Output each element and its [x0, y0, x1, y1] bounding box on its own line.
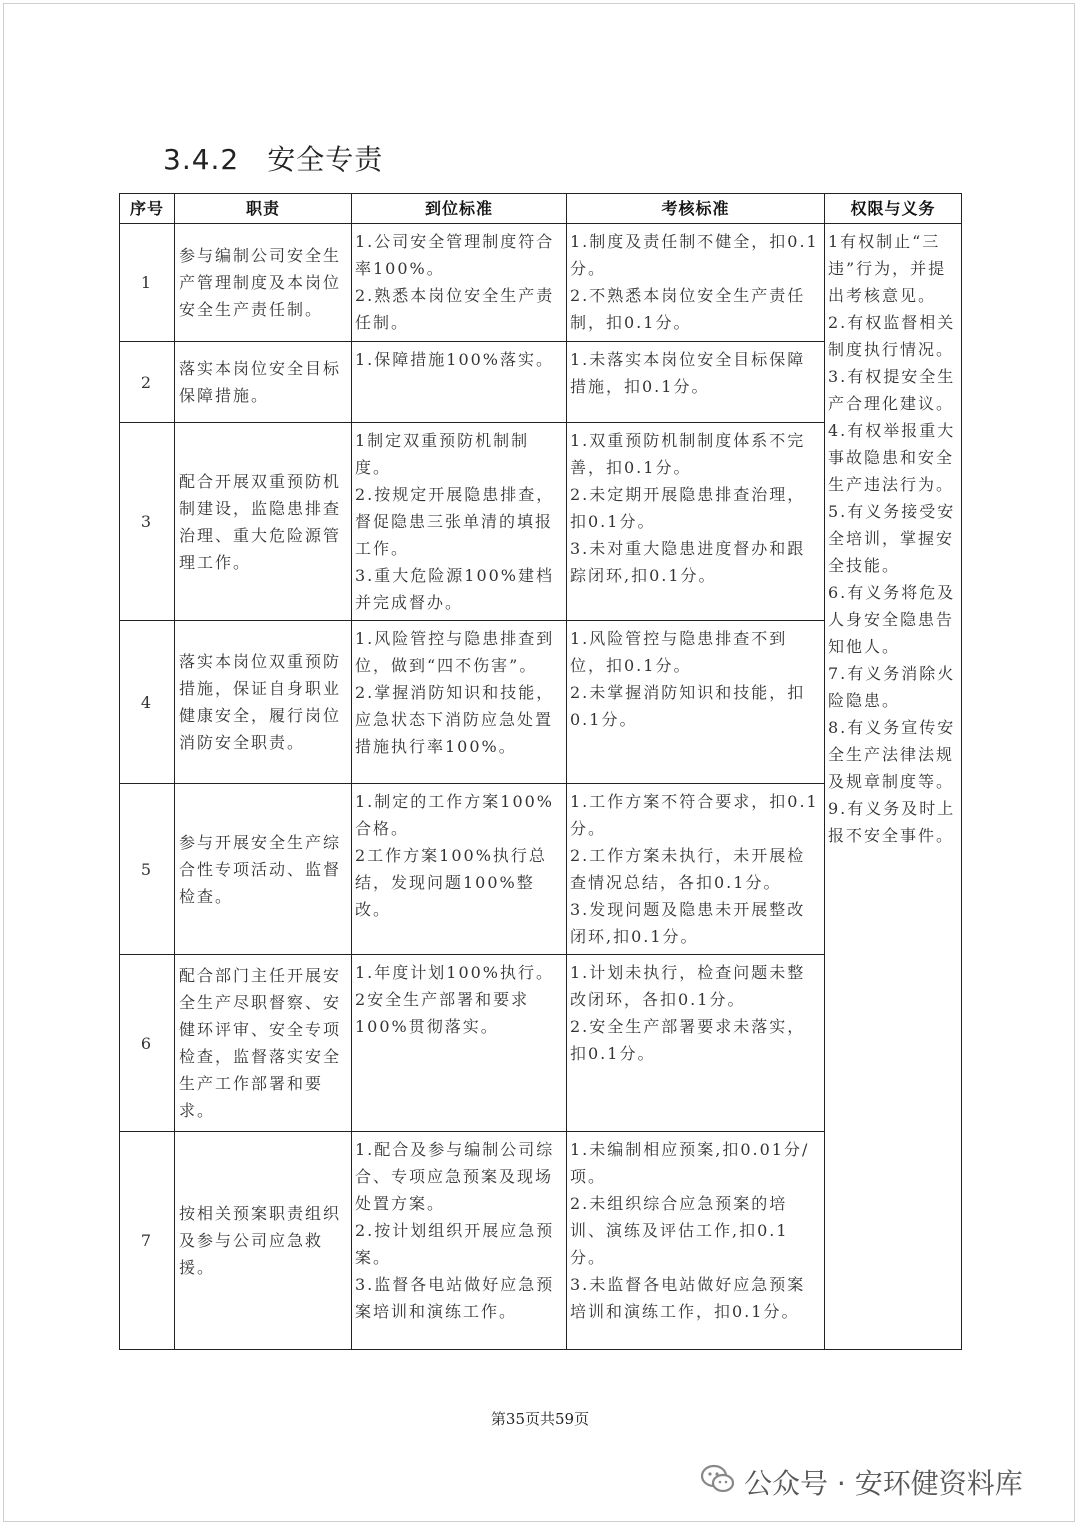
- standard-item: 2.按规定开展隐患排查，督促隐患三张单清的填报工作。: [355, 485, 555, 558]
- assessment-item: 2.未掌握消防知识和技能，扣0.1分。: [570, 683, 806, 729]
- row-assessment: [567, 224, 825, 342]
- rights-item: 9.有义务及时上报不安全事件。: [828, 799, 956, 845]
- standard-item: 3.重大危险源100%建档并完成督办。: [355, 566, 555, 612]
- row-duty: 参与开展安全生产综合性专项活动、监督检查。: [175, 784, 352, 955]
- row-standard: [352, 1132, 567, 1350]
- row-standard: [352, 784, 567, 955]
- section-heading: [163, 138, 383, 178]
- table-row: [120, 224, 962, 342]
- rights-item: 6.有义务将危及人身安全隐患告知他人。: [828, 583, 956, 656]
- assessment-item: 2.安全生产部署要求未落实，扣0.1分。: [570, 1017, 806, 1063]
- standard-item: 1.制定的工作方案100%合格。: [355, 792, 555, 838]
- assessment-item: 3.未监督各电站做好应急预案培训和演练工作，扣0.1分。: [570, 1275, 806, 1321]
- row-standard: [352, 342, 567, 423]
- assessment-item: 1.风险管控与隐患排查不到位，扣0.1分。: [570, 629, 788, 675]
- standard-item: 1.公司安全管理制度符合率100%。: [355, 232, 555, 278]
- assessment-item: 1.双重预防机制制度体系不完善，扣0.1分。: [570, 431, 806, 477]
- assessment-item: 2.工作方案未执行，未开展检查情况总结，各扣0.1分。: [570, 846, 806, 892]
- table-header-row: [120, 194, 962, 224]
- assessment-item: 2.未组织综合应急预案的培训、演练及评估工作,扣0.1分。: [570, 1194, 789, 1267]
- header-standard: 到位标准: [352, 194, 567, 224]
- rights-item: 4.有权举报重大事故隐患和安全生产违法行为。: [828, 421, 956, 494]
- assessment-item: 3.发现问题及隐患未开展整改闭环,扣0.1分。: [570, 900, 806, 946]
- standard-item: 1.风险管控与隐患排查到位，做到“四不伤害”。: [355, 629, 555, 675]
- page-number-footer: 第35页共59页: [490, 1410, 590, 1428]
- standard-item: 2工作方案100%执行总结，发现问题100%整改。: [355, 846, 547, 919]
- header-assessment: 考核标准: [567, 194, 825, 224]
- row-seq: 2: [120, 342, 175, 423]
- rights-item: 8.有义务宣传安全生产法律法规及规章制度等。: [828, 718, 956, 791]
- header-seq: 序号: [120, 194, 175, 224]
- row-assessment: [567, 955, 825, 1132]
- standard-item: 1.年度计划100%执行。: [355, 963, 555, 982]
- header-rights: 权限与义务: [825, 194, 962, 224]
- standard-item: 1.配合及参与编制公司综合、专项应急预案及现场处置方案。: [355, 1140, 555, 1213]
- assessment-item: 1.计划未执行，检查问题未整改闭环，各扣0.1分。: [570, 963, 806, 1009]
- rights-cell: [825, 224, 962, 1350]
- rights-item: 7.有义务消除火险隐患。: [828, 664, 956, 710]
- row-seq: 4: [120, 621, 175, 784]
- row-standard: [352, 423, 567, 621]
- row-duty: 落实本岗位双重预防措施，保证自身职业健康安全，履行岗位消防安全职责。: [175, 621, 352, 784]
- watermark: [700, 1462, 1023, 1502]
- row-standard: [352, 955, 567, 1132]
- standard-item: 2.掌握消防知识和技能，应急状态下消防应急处置措施执行率100%。: [355, 683, 555, 756]
- row-seq: 6: [120, 955, 175, 1132]
- standard-item: 1制定双重预防机制制度。: [355, 431, 530, 477]
- row-assessment: [567, 1132, 825, 1350]
- row-standard: [352, 224, 567, 342]
- assessment-item: 2.未定期开展隐患排查治理，扣0.1分。: [570, 485, 806, 531]
- standard-item: 3.监督各电站做好应急预案培训和演练工作。: [355, 1275, 555, 1321]
- rights-item: 5.有义务接受安全培训，掌握安全技能。: [828, 502, 956, 575]
- row-seq: 3: [120, 423, 175, 621]
- rights-item: 1有权制止“三违”行为，并提出考核意见。: [828, 232, 947, 305]
- section-title: 安全专责: [267, 143, 384, 176]
- wechat-icon: [700, 1464, 744, 1501]
- row-assessment: [567, 342, 825, 423]
- row-duty: 配合开展双重预防机制建设，监隐患排查治理、重大危险源管理工作。: [175, 423, 352, 621]
- header-duty: 职责: [175, 194, 352, 224]
- standard-item: 1.保障措施100%落实。: [355, 350, 555, 369]
- row-seq: 1: [120, 224, 175, 342]
- assessment-item: 1.未编制相应预案,扣0.01分/项。: [570, 1140, 810, 1186]
- standard-item: 2.熟悉本岗位安全生产责任制。: [355, 286, 555, 332]
- rights-item: 3.有权提安全生产合理化建议。: [828, 367, 956, 413]
- standard-item: 2安全生产部署和要求100%贯彻落实。: [355, 990, 530, 1036]
- rights-item: 2.有权监督相关制度执行情况。: [828, 313, 956, 359]
- row-assessment: [567, 621, 825, 784]
- row-assessment: [567, 784, 825, 955]
- assessment-item: 1.工作方案不符合要求，扣0.1分。: [570, 792, 819, 838]
- standard-item: 2.按计划组织开展应急预案。: [355, 1221, 555, 1267]
- watermark-text: 公众号 · 安环健资料库: [744, 1467, 1023, 1500]
- assessment-item: 1.未落实本岗位安全目标保障措施，扣0.1分。: [570, 350, 806, 396]
- row-seq: 7: [120, 1132, 175, 1350]
- row-standard: [352, 621, 567, 784]
- row-seq: 5: [120, 784, 175, 955]
- assessment-item: 2.不熟悉本岗位安全生产责任制，扣0.1分。: [570, 286, 806, 332]
- row-duty: 配合部门主任开展安全生产尽职督察、安健环评审、安全专项检查，监督落实安全生产工作部署和要求。: [175, 955, 352, 1132]
- row-assessment: [567, 423, 825, 621]
- row-duty: 按相关预案职责组织及参与公司应急救援。: [175, 1132, 352, 1350]
- row-duty: 参与编制公司安全生产管理制度及本岗位安全生产责任制。: [175, 224, 352, 342]
- assessment-item: 1.制度及责任制不健全，扣0.1分。: [570, 232, 819, 278]
- section-number: 3.4.2: [163, 143, 240, 176]
- duty-table: [119, 193, 962, 1350]
- assessment-item: 3.未对重大隐患进度督办和跟踪闭环,扣0.1分。: [570, 539, 806, 585]
- row-duty: 落实本岗位安全目标保障措施。: [175, 342, 352, 423]
